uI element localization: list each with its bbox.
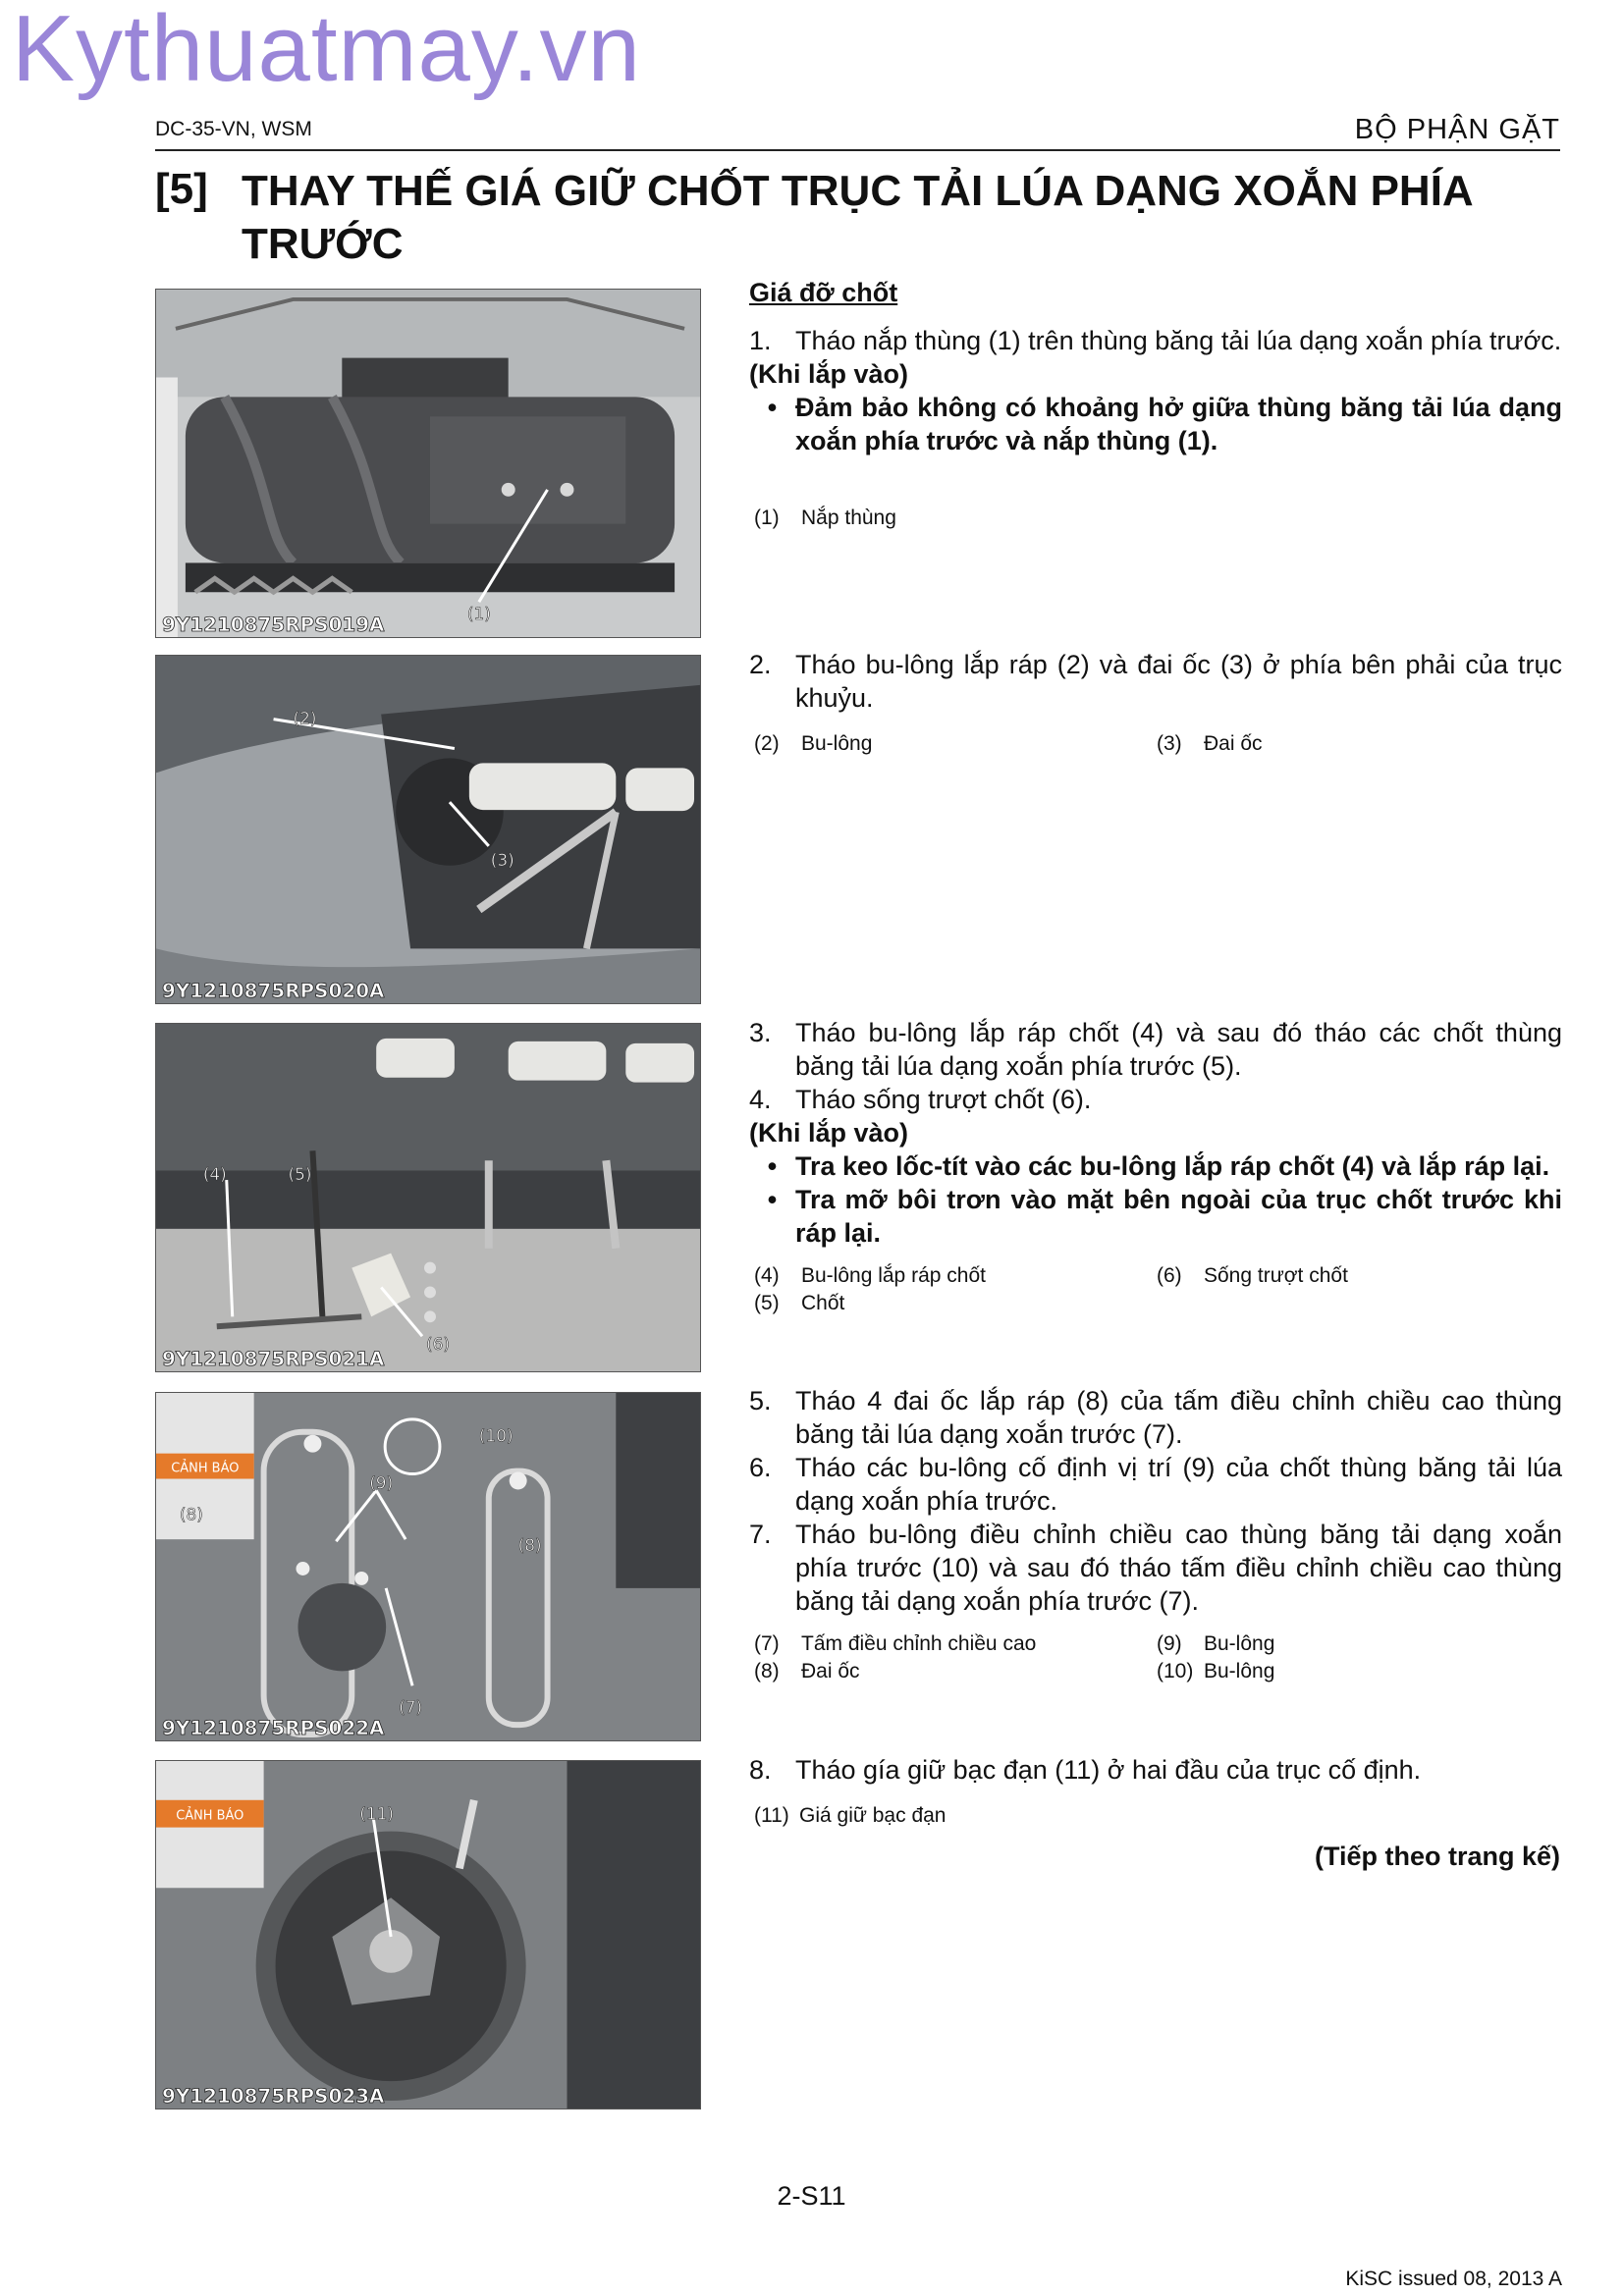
step-text: Tháo bu-lông lắp ráp (2) và đai ốc (3) ở phía bên phải của trục khuỷu. bbox=[795, 650, 1562, 713]
step-5 bbox=[749, 1384, 1562, 1451]
note-bullet-text: Tra mỡ bôi trơn vào mặt bên ngoài của trục chốt trước khi ráp lại. bbox=[795, 1185, 1562, 1248]
step-7 bbox=[749, 1518, 1562, 1618]
legend-key: (5) bbox=[754, 1292, 780, 1314]
step-number: 8. bbox=[749, 1755, 772, 1785]
legend-4-left bbox=[754, 1630, 1036, 1685]
step-number: 3. bbox=[749, 1018, 772, 1047]
photo-crank-bolt bbox=[155, 655, 701, 1004]
block-2 bbox=[749, 648, 1562, 715]
legend-key: (11) bbox=[754, 1804, 789, 1827]
block-1 bbox=[749, 324, 1562, 457]
photo-1-label-1: (1) bbox=[466, 604, 491, 624]
photo-4-label-8b: (8) bbox=[517, 1535, 542, 1556]
legend-label: Bu-lông bbox=[1204, 1632, 1275, 1655]
step-2 bbox=[749, 648, 1562, 715]
photo-height-plate bbox=[155, 1392, 701, 1741]
block-4 bbox=[749, 1384, 1562, 1618]
note-bullet-text: Tra keo lốc-tít vào các bu-lông lắp ráp chốt (4) và lắp ráp lại. bbox=[795, 1151, 1550, 1181]
step-text: Tháo bu-lông điều chỉnh chiều cao thùng băng tải dạng xoắn phía trước (10) và sau đó tháo tấm điều chỉnh chiều cao thùng băng tải dạng xoắn phía trước (7). bbox=[795, 1520, 1562, 1616]
step-8 bbox=[749, 1753, 1562, 1787]
photo-3-label-5: (5) bbox=[288, 1164, 312, 1185]
photo-5-warning-text: CẢNH BÁO bbox=[176, 1808, 244, 1824]
photo-1-code: 9Y1210875RPS019A bbox=[161, 614, 385, 637]
note-heading: (Khi lắp vào) bbox=[749, 359, 909, 389]
legend-label: Tấm điều chỉnh chiều cao bbox=[801, 1632, 1037, 1655]
photo-2-label-2: (2) bbox=[293, 708, 317, 728]
step-4 bbox=[749, 1083, 1562, 1116]
photo-2-code: 9Y1210875RPS020A bbox=[161, 980, 385, 1003]
photo-4-label-10: (10) bbox=[478, 1425, 514, 1446]
legend-label: Chốt bbox=[801, 1292, 845, 1314]
photo-4-label-7: (7) bbox=[399, 1697, 423, 1718]
watermark: Kythuatmay.vn bbox=[12, 0, 641, 101]
legend-label: Bu-lông bbox=[801, 732, 873, 755]
photo-4-code: 9Y1210875RPS022A bbox=[161, 1717, 385, 1740]
legend-key: (2) bbox=[754, 732, 780, 755]
photo-4-label-9: (9) bbox=[369, 1472, 394, 1493]
subheading-pin-support: Giá đỡ chốt bbox=[749, 278, 898, 307]
photo-3-label-6: (6) bbox=[426, 1334, 450, 1355]
note-bullet: • Đảm bảo không có khoảng hở giữa thùng băng tải lúa dạng xoắn phía trước và nắp thùng (1). bbox=[767, 393, 1562, 455]
page-number: 2-S11 bbox=[777, 2181, 846, 2211]
section-number: [5] bbox=[155, 165, 208, 213]
step-number: 7. bbox=[749, 1520, 772, 1549]
step-number: 6. bbox=[749, 1453, 772, 1482]
legend-key: (3) bbox=[1157, 732, 1182, 755]
photo-5-code: 9Y1210875RPS023A bbox=[161, 2085, 385, 2109]
legend-key: (4) bbox=[754, 1264, 780, 1287]
footer-issue: KiSC issued 08, 2013 A bbox=[1345, 2268, 1562, 2290]
step-1 bbox=[749, 324, 1562, 357]
legend-label: Giá giữ bạc đạn bbox=[799, 1804, 947, 1827]
legend-key: (8) bbox=[754, 1660, 780, 1682]
legend-key: (7) bbox=[754, 1632, 780, 1655]
photo-hood-cover bbox=[155, 289, 701, 638]
legend-key: (6) bbox=[1157, 1264, 1182, 1287]
photo-2-label-3: (3) bbox=[490, 849, 514, 870]
note-bullet-text: Đảm bảo không có khoảng hở giữa thùng băng tải lúa dạng xoắn phía trước và nắp thùng (1). bbox=[795, 393, 1562, 455]
legend-label: Sống trượt chốt bbox=[1204, 1264, 1348, 1287]
note-bullet: • Tra keo lốc-tít vào các bu-lông lắp ráp chốt (4) và lắp ráp lại. bbox=[749, 1149, 1562, 1183]
legend-key: (10) bbox=[1157, 1660, 1194, 1682]
legend-4-right bbox=[1157, 1630, 1274, 1685]
doc-code: DC-35-VN, WSM bbox=[155, 118, 312, 140]
section-name: BỘ PHẬN GẶT bbox=[1354, 114, 1560, 145]
step-3 bbox=[749, 1016, 1562, 1083]
block-5 bbox=[749, 1753, 1562, 1787]
step-number: 2. bbox=[749, 650, 772, 679]
step-text: Tháo bu-lông lắp ráp chốt (4) và sau đó tháo các chốt thùng băng tải lúa dạng xoắn phía trước (5). bbox=[795, 1018, 1562, 1081]
legend-label: Bu-lông bbox=[1204, 1660, 1275, 1682]
photo-4-warning-text: CẢNH BÁO bbox=[171, 1461, 240, 1476]
block-3 bbox=[749, 1016, 1562, 1250]
legend-2-left bbox=[754, 730, 872, 758]
step-text: Tháo gía giữ bạc đạn (11) ở hai đầu của trục cố định. bbox=[795, 1755, 1422, 1785]
step-number: 1. bbox=[749, 326, 772, 355]
photo-4-label-8a: (8) bbox=[179, 1504, 203, 1524]
step-6 bbox=[749, 1451, 1562, 1518]
legend-2-right bbox=[1157, 730, 1263, 758]
legend-5 bbox=[754, 1802, 946, 1830]
step-number: 4. bbox=[749, 1085, 772, 1114]
legend-1 bbox=[754, 505, 896, 532]
note-bullet: • Tra mỡ bôi trơn vào mặt bên ngoài của trục chốt trước khi ráp lại. bbox=[767, 1185, 1562, 1248]
legend-label: Nắp thùng bbox=[801, 507, 896, 529]
legend-3-left bbox=[754, 1262, 986, 1317]
step-text: Tháo 4 đai ốc lắp ráp (8) của tấm điều chỉnh chiều cao thùng băng tải lúa dạng xoắn trước (7). bbox=[795, 1386, 1562, 1449]
legend-3-right bbox=[1157, 1262, 1348, 1290]
step-text: Tháo sống trượt chốt (6). bbox=[795, 1085, 1092, 1114]
step-text: Tháo nắp thùng (1) trên thùng băng tải lúa dạng xoắn phía trước. bbox=[795, 326, 1562, 355]
photo-3-code: 9Y1210875RPS021A bbox=[161, 1348, 385, 1371]
legend-key: (9) bbox=[1157, 1632, 1182, 1655]
photo-pins bbox=[155, 1023, 701, 1372]
continued-note: (Tiếp theo trang kế) bbox=[1314, 1842, 1560, 1871]
legend-key: (1) bbox=[754, 507, 780, 529]
legend-label: Đai ốc bbox=[1204, 732, 1263, 755]
photo-5-label-11: (11) bbox=[359, 1803, 395, 1824]
section-title: THAY THẾ GIÁ GIỮ CHỐT TRỤC TẢI LÚA DẠNG XOẮN PHÍA TRƯỚC bbox=[242, 167, 1473, 268]
photo-bearing-holder bbox=[155, 1760, 701, 2109]
legend-label: Đai ốc bbox=[801, 1660, 860, 1682]
header-rule bbox=[155, 149, 1560, 151]
photo-3-label-4: (4) bbox=[202, 1164, 227, 1185]
step-number: 5. bbox=[749, 1386, 772, 1415]
note-heading: (Khi lắp vào) bbox=[749, 1118, 909, 1148]
step-text: Tháo các bu-lông cố định vị trí (9) của chốt thùng băng tải lúa dạng xoắn phía trước. bbox=[795, 1453, 1562, 1516]
legend-label: Bu-lông lắp ráp chốt bbox=[801, 1264, 986, 1287]
